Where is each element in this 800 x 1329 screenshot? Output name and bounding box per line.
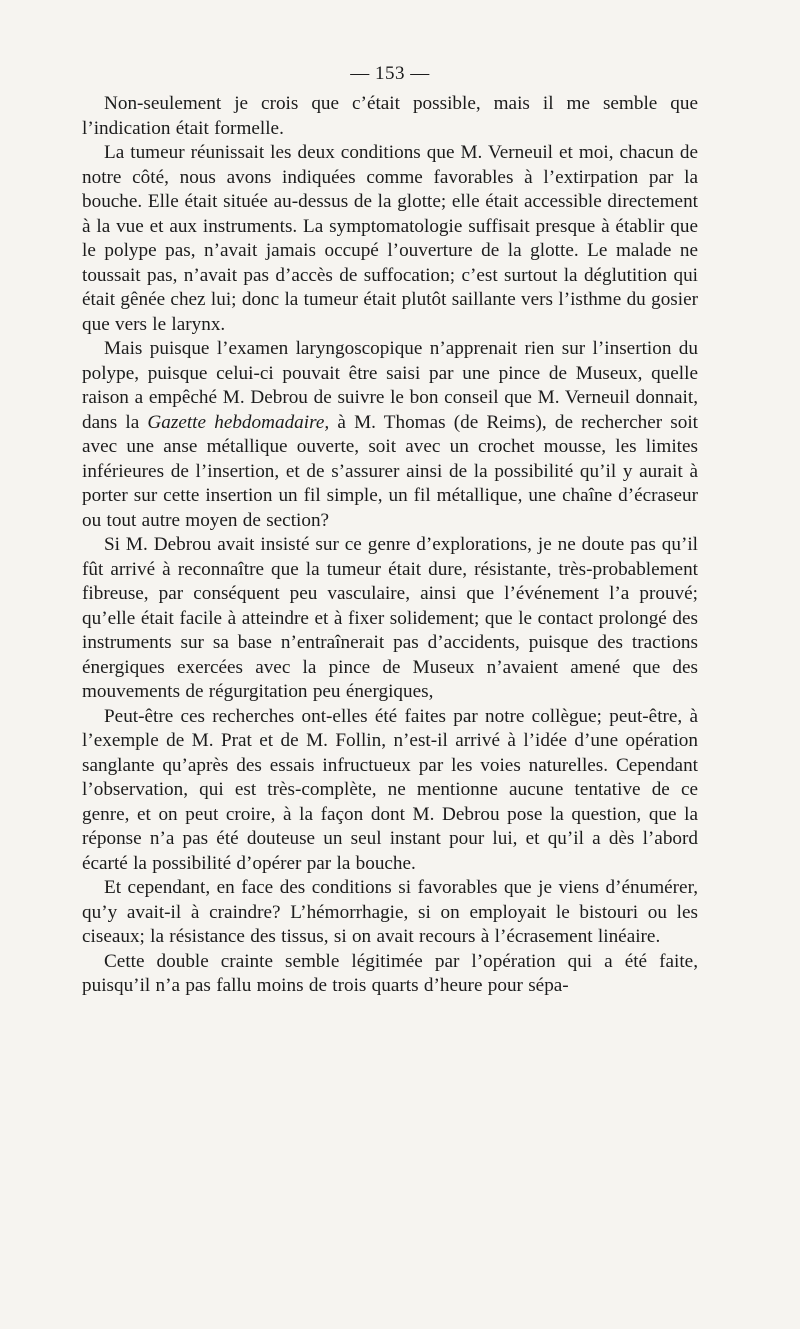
- paragraph-7: Cette double crainte semble légitimée par l’opération qui a été faite, puisqu’il n’a pas fallu moins de trois quarts d’heure pour sépa-: [82, 950, 698, 996]
- page-number: — 153 —: [350, 63, 430, 84]
- paragraph-3-tail: à M. Thomas (de Reims), de rechercher soit avec une anse métallique ouverte, soit avec un crochet mousse, les limites inférieures de l’insertion, et de s’assurer ainsi de la possibilité qu’il y aurait à porter sur cette insertion un fil simple, un fil métallique, une chaîne d’écraseur ou tout autre moyen de section?: [82, 411, 699, 531]
- paragraph-6: Et cependant, en face des conditions si favorables que je viens d’énumérer, qu’y avait-il à craindre? L’hémorrhagie, si on employait le bistouri ou les ciseaux; la résistance des tissus, si on avait recours à l’écrasement linéaire.: [82, 877, 698, 947]
- paragraph-4: Si M. Debrou avait insisté sur ce genre d’explorations, je ne doute pas qu’il fût arrivé à reconnaître que la tumeur était dure, résistante, très-probablement fibreuse, par conséquent peu vasculaire, ainsi que l’événement l’a prouvé; qu’elle était facile à atteindre et à fixer solidement; que le contact prolongé des instruments sur sa base n’entraînerait pas d’accidents, puisque des tractions énergiques exercées avec la pince de Museux n’avaient amené que des mouvements de régurgitation peu énergiques,: [82, 534, 698, 702]
- paragraph-3-text: Mais puisque l’examen laryngoscopique n’apprenait rien sur l’insertion du polype, puisque celui-ci pouvait être saisi par une pince de Museux, quelle raison a empêché M. Debrou de suivre le bon conseil que M. Verneuil donnait, dans la: [82, 338, 698, 433]
- paragraph-5: Peut-être ces recherches ont-elles été faites par notre collègue; peut-être, à l’exemple de M. Prat et de M. Follin, n’est-il arrivé à l’idée d’une opération sanglante qu’après des essais infructueux par les voies naturelles. Cependant l’observation, qui est très-complète, ne mentionne aucune tentative de ce genre, et on peut croire, à la façon dont M. Debrou pose la question, que la réponse n’a pas été douteuse un seul instant pour lui, et qu’il a dès l’abord écarté la possibilité d’opérer par la bouche.: [82, 705, 698, 874]
- book-page: [82, 62, 698, 999]
- paragraph-3: [82, 337, 698, 533]
- journal-title-italic: Gazette hebdomadaire,: [147, 411, 330, 433]
- paragraph-1: Non-seulement je crois que c’était possible, mais il me semble que l’indication était formelle.: [82, 93, 698, 139]
- paragraph-2: La tumeur réunissait les deux conditions que M. Verneuil et moi, chacun de notre côté, nous avons indiquées comme favorables à l’extirpation par la bouche. Elle était située au-dessus de la glotte; elle était accessible directement à la vue et aux instruments. La symptomatologie suffisait presque à établir que le polype pas, n’avait jamais occupé l’ouverture de la glotte. Le malade ne toussait pas, n’avait pas d’accès de suffocation; c’est surtout la déglutition qui était gênée chez lui; donc la tumeur était plutôt saillante vers l’isthme du gosier que vers le larynx.: [82, 142, 698, 335]
